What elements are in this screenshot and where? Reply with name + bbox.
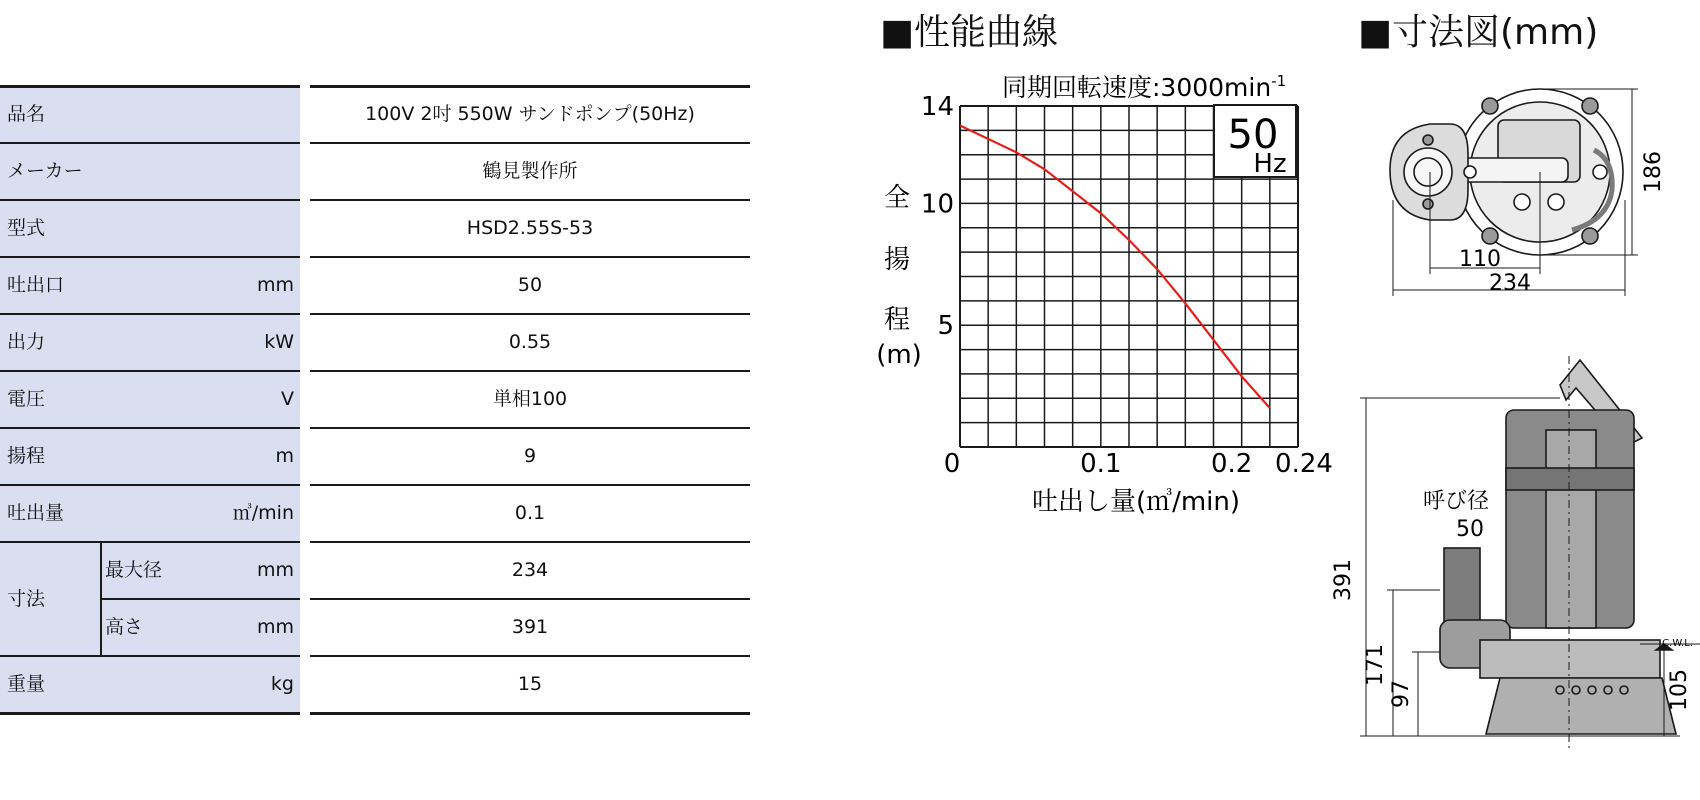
table-rule: [310, 199, 750, 201]
outlet-bore: [1404, 148, 1452, 196]
housing-bolt: [1582, 228, 1598, 244]
dim-label-width-total: 234: [1489, 271, 1531, 296]
motor-band: [1506, 468, 1634, 490]
table-rule: [0, 256, 300, 258]
strainer-base: [1486, 678, 1676, 734]
speed-label: [1002, 72, 1286, 102]
row-unit: kg: [270, 673, 294, 695]
y-tick-label: 5: [937, 311, 954, 342]
row-label-cell: [0, 200, 300, 257]
dim-label-width-partial: 110: [1459, 247, 1501, 272]
pump-casing: [1480, 640, 1660, 678]
group-label: 寸法: [7, 588, 46, 610]
row-unit: mm: [256, 559, 294, 581]
fitting-bolt: [1593, 165, 1607, 179]
row-value: 9: [523, 445, 537, 467]
table-rule: [0, 541, 300, 543]
row-label: 重量: [7, 673, 46, 695]
spec-row-height: [0, 599, 750, 656]
x-tick-label: 0: [943, 449, 961, 479]
cable-entry: [1514, 194, 1530, 210]
table-rule: [0, 199, 300, 201]
spec-row-weight: [0, 656, 750, 713]
table-rule: [310, 712, 750, 715]
spec-row-maker: [0, 143, 750, 200]
row-label: 型式: [7, 217, 46, 239]
y-axis-char: 程: [883, 305, 911, 335]
table-rule: [0, 370, 300, 372]
row-label: 最大径: [105, 559, 163, 581]
table-rule: [310, 370, 750, 372]
spec-row-head: [0, 428, 750, 485]
row-value: 234: [511, 559, 549, 581]
row-value: 0.55: [508, 331, 552, 353]
performance-chart: [870, 62, 1340, 532]
dim-label-height: 186: [1641, 151, 1666, 193]
frequency-value: 50: [1227, 112, 1279, 158]
spec-row-model: [0, 200, 750, 257]
table-rule: [100, 598, 300, 600]
row-unit: ㎥/min: [232, 502, 294, 524]
row-value: 100V 2吋 550W サンドポンプ(50Hz): [365, 103, 695, 125]
spec-row-max-diameter: [0, 542, 750, 599]
row-label-cell: [0, 314, 300, 371]
top-view-drawing: [1380, 85, 1700, 300]
x-tick-label: 0.1: [1080, 449, 1122, 479]
row-label-cell: [0, 656, 300, 713]
row-label-cell: [0, 485, 300, 542]
row-value: 鶴見製作所: [482, 160, 578, 182]
row-value: 0.1: [514, 502, 546, 524]
y-axis-char: (m): [876, 340, 922, 370]
cable-entry: [1548, 194, 1564, 210]
x-tick-label: 0.24: [1275, 449, 1333, 479]
dim-label-height-low: 97: [1389, 680, 1414, 708]
housing-bolt: [1482, 228, 1498, 244]
row-label: 出力: [7, 331, 46, 353]
row-value: 単相100: [492, 388, 568, 410]
housing-bolt: [1582, 98, 1598, 114]
dimension-section-title: ■寸法図(mm): [1358, 12, 1599, 53]
table-rule: [310, 427, 750, 429]
dim-label-height-total: 391: [1331, 559, 1356, 601]
row-unit: kW: [264, 331, 294, 353]
table-rule: [0, 142, 300, 144]
row-value: HSD2.55S-53: [466, 217, 594, 239]
table-rule: [310, 655, 750, 657]
spec-row-voltage: [0, 371, 750, 428]
table-rule: [310, 484, 750, 486]
table-rule: [310, 85, 750, 88]
table-rule: [0, 313, 300, 315]
table-rule: [100, 542, 102, 656]
spec-row-outlet: [0, 257, 750, 314]
flange-bolt: [1423, 199, 1433, 209]
row-label-cell: [0, 257, 300, 314]
cwl-label: C.W.L.: [1662, 638, 1693, 649]
row-label: 揚程: [7, 445, 46, 467]
table-rule: [0, 484, 300, 486]
y-axis-char: 全: [883, 183, 911, 213]
row-value: 15: [517, 673, 543, 695]
y-tick-label: 14: [920, 92, 954, 122]
table-rule: [0, 427, 300, 429]
y-axis-char: 揚: [883, 245, 911, 275]
table-rule: [310, 256, 750, 258]
spec-row-flow: [0, 485, 750, 542]
flange-bolt: [1423, 135, 1433, 145]
row-label-cell: [0, 371, 300, 428]
table-rule: [0, 712, 300, 715]
row-label-cell: [0, 143, 300, 200]
table-rule: [310, 313, 750, 315]
row-label-cell: [0, 86, 300, 143]
dim-label-height-mid: 171: [1363, 644, 1388, 686]
housing-bolt: [1482, 98, 1498, 114]
row-label: 吐出口: [7, 274, 65, 296]
row-unit: mm: [256, 616, 294, 638]
spec-row-product-name: [0, 86, 750, 143]
row-label: 電圧: [7, 388, 46, 410]
row-unit: mm: [256, 274, 294, 296]
speed-label-text: 同期回転速度:3000min: [1002, 73, 1272, 102]
fitting-bolt: [1464, 166, 1476, 178]
row-label: 高さ: [105, 616, 144, 638]
table-rule: [310, 598, 750, 600]
speed-label-superscript: -1: [1271, 72, 1287, 90]
row-label-cell: [0, 428, 300, 485]
nominal-value: 50: [1456, 517, 1484, 542]
row-unit: V: [281, 388, 294, 410]
row-value: 50: [517, 274, 543, 296]
y-tick-label: 10: [920, 189, 954, 220]
table-rule: [0, 655, 300, 657]
x-tick-label: 0.2: [1210, 449, 1253, 479]
spec-row-output: [0, 314, 750, 371]
row-label: 品名: [7, 103, 46, 125]
row-label: メーカー: [7, 160, 83, 182]
table-rule: [310, 541, 750, 543]
side-view-drawing: [1330, 350, 1700, 750]
row-label: 吐出量: [7, 502, 65, 524]
x-axis-label: 吐出し量(㎥/min): [1031, 487, 1241, 517]
nominal-label: 呼び径: [1422, 489, 1490, 514]
frequency-unit: Hz: [1253, 149, 1287, 179]
dim-label-height-cwl: 105: [1667, 669, 1692, 711]
row-unit: m: [275, 445, 294, 467]
table-rule: [0, 85, 300, 88]
table-rule: [310, 142, 750, 144]
row-value: 391: [511, 616, 549, 638]
motor-body-highlight: [1546, 430, 1596, 628]
performance-section-title: ■性能曲線: [880, 12, 1059, 53]
